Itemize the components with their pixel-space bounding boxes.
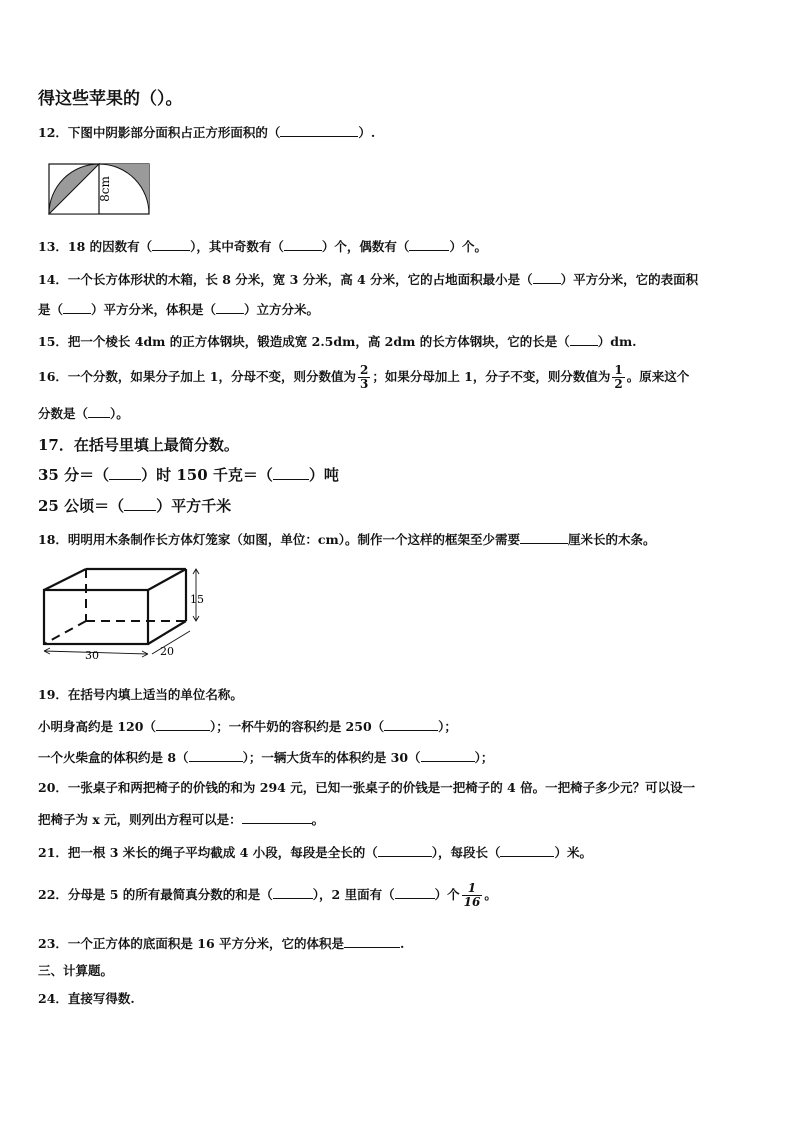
answer-blank[interactable] xyxy=(533,270,561,284)
question-17-row1: 35 分＝（ ）时 150 千克＝（ ）吨 xyxy=(38,466,339,484)
answer-blank[interactable] xyxy=(124,497,156,511)
question-19-row2: 一个火柴盒的体积约是 8（ ）；一辆大货车的体积约是 30（ ）； xyxy=(38,750,494,765)
hidden-edge xyxy=(44,621,86,644)
question-16-line1: 16．一个分数，如果分子加上 1，分母不变，则分数值为 $\frac{2}{3}$ ；如果分母加上 1，分子不变，则分数值为 $\frac{1}{2}$ 。原来这个 xyxy=(38,363,690,391)
fraction-one-sixteenth: $\frac{1}{16}$ xyxy=(463,881,481,909)
answer-blank[interactable] xyxy=(395,885,435,899)
question-14-line1: 14．一个长方体形状的木箱，长 8 分米，宽 3 分米，高 4 分米，它的占地面积最小是（ ）平方分米，它的表面积 xyxy=(38,272,699,287)
figure-label-8cm: 8cm xyxy=(98,176,112,202)
question-15: 15．把一个棱长 4dm 的正方体钢块，锻造成宽 2.5dm，高 2dm 的长方体钢块，它的长是（ ）dm. xyxy=(38,334,637,349)
answer-blank[interactable] xyxy=(109,466,141,480)
answer-blank[interactable] xyxy=(280,123,358,137)
answer-blank[interactable] xyxy=(378,843,432,857)
answer-blank[interactable] xyxy=(242,810,312,824)
answer-blank[interactable] xyxy=(216,300,244,314)
question-23: 23．一个正方体的底面积是 16 平方分米，它的体积是 . xyxy=(38,936,405,951)
question-22: 22．分母是 5 的所有最简真分数的和是（ ），2 里面有（ ）个 $\frac{1}{16}$ 。 xyxy=(38,881,497,909)
fraction-two-thirds: $\frac{2}{3}$ xyxy=(359,363,369,391)
question-20-line1: 20．一张桌子和两把椅子的价钱的和为 294 元，已知一张桌子的价钱是一把椅子的 4 倍。一把椅子多少元？可以设一 xyxy=(38,780,696,795)
answer-blank[interactable] xyxy=(152,237,190,251)
width-label: 20 xyxy=(160,645,174,658)
carryover-line: 得这些苹果的（）。 xyxy=(38,89,183,109)
answer-blank[interactable] xyxy=(344,934,400,948)
fraction-one-half: $\frac{1}{2}$ xyxy=(614,363,623,391)
question-12: 12．下图中阴影部分面积占正方形面积的（ ）. xyxy=(38,125,376,140)
question-21: 21．把一根 3 米长的绳子平均截成 4 小段，每段是全长的（ ），每段长（ ）米。 xyxy=(38,845,592,860)
section-heading: 三、计算题。 xyxy=(38,963,114,978)
answer-blank[interactable] xyxy=(273,885,313,899)
answer-blank[interactable] xyxy=(384,717,438,731)
answer-blank[interactable] xyxy=(189,748,243,762)
question-19-row1: 小明身高约是 120（ ）；一杯牛奶的容积约是 250（ ）； xyxy=(38,719,457,734)
question-24: 24．直接写得数. xyxy=(38,991,135,1006)
shaded-square-figure xyxy=(46,161,152,217)
answer-blank[interactable] xyxy=(500,843,554,857)
question-14-line2: 是（ ）平方分米，体积是（ ）立方分米。 xyxy=(38,302,320,317)
answer-blank[interactable] xyxy=(63,300,91,314)
question-13: 13．18 的因数有（ ），其中奇数有（ ）个，偶数有（ ）个。 xyxy=(38,239,487,254)
answer-blank[interactable] xyxy=(88,404,110,418)
answer-blank[interactable] xyxy=(520,530,568,544)
answer-blank[interactable] xyxy=(570,332,598,346)
question-16-line2: 分数是（ ）。 xyxy=(38,406,129,421)
height-label: 15 xyxy=(190,593,204,606)
length-label: 30 xyxy=(85,649,99,662)
question-17: 17．在括号里填上最简分数。 xyxy=(38,436,239,454)
answer-blank[interactable] xyxy=(156,717,210,731)
question-20-line2: 把椅子为 x 元，则列出方程可以是： 。 xyxy=(38,812,325,827)
answer-blank[interactable] xyxy=(284,237,322,251)
answer-blank[interactable] xyxy=(273,466,309,480)
cuboid-figure xyxy=(36,563,216,663)
question-18: 18．明明用木条制作长方体灯笼家（如图，单位：cm）。制作一个这样的框架至少需要 厘米长的木条。 xyxy=(38,532,656,547)
answer-blank[interactable] xyxy=(421,748,475,762)
answer-blank[interactable] xyxy=(409,237,449,251)
question-19: 19．在括号内填上适当的单位名称。 xyxy=(38,687,243,702)
question-17-row2: 25 公顷＝（ ）平方千米 xyxy=(38,497,232,515)
